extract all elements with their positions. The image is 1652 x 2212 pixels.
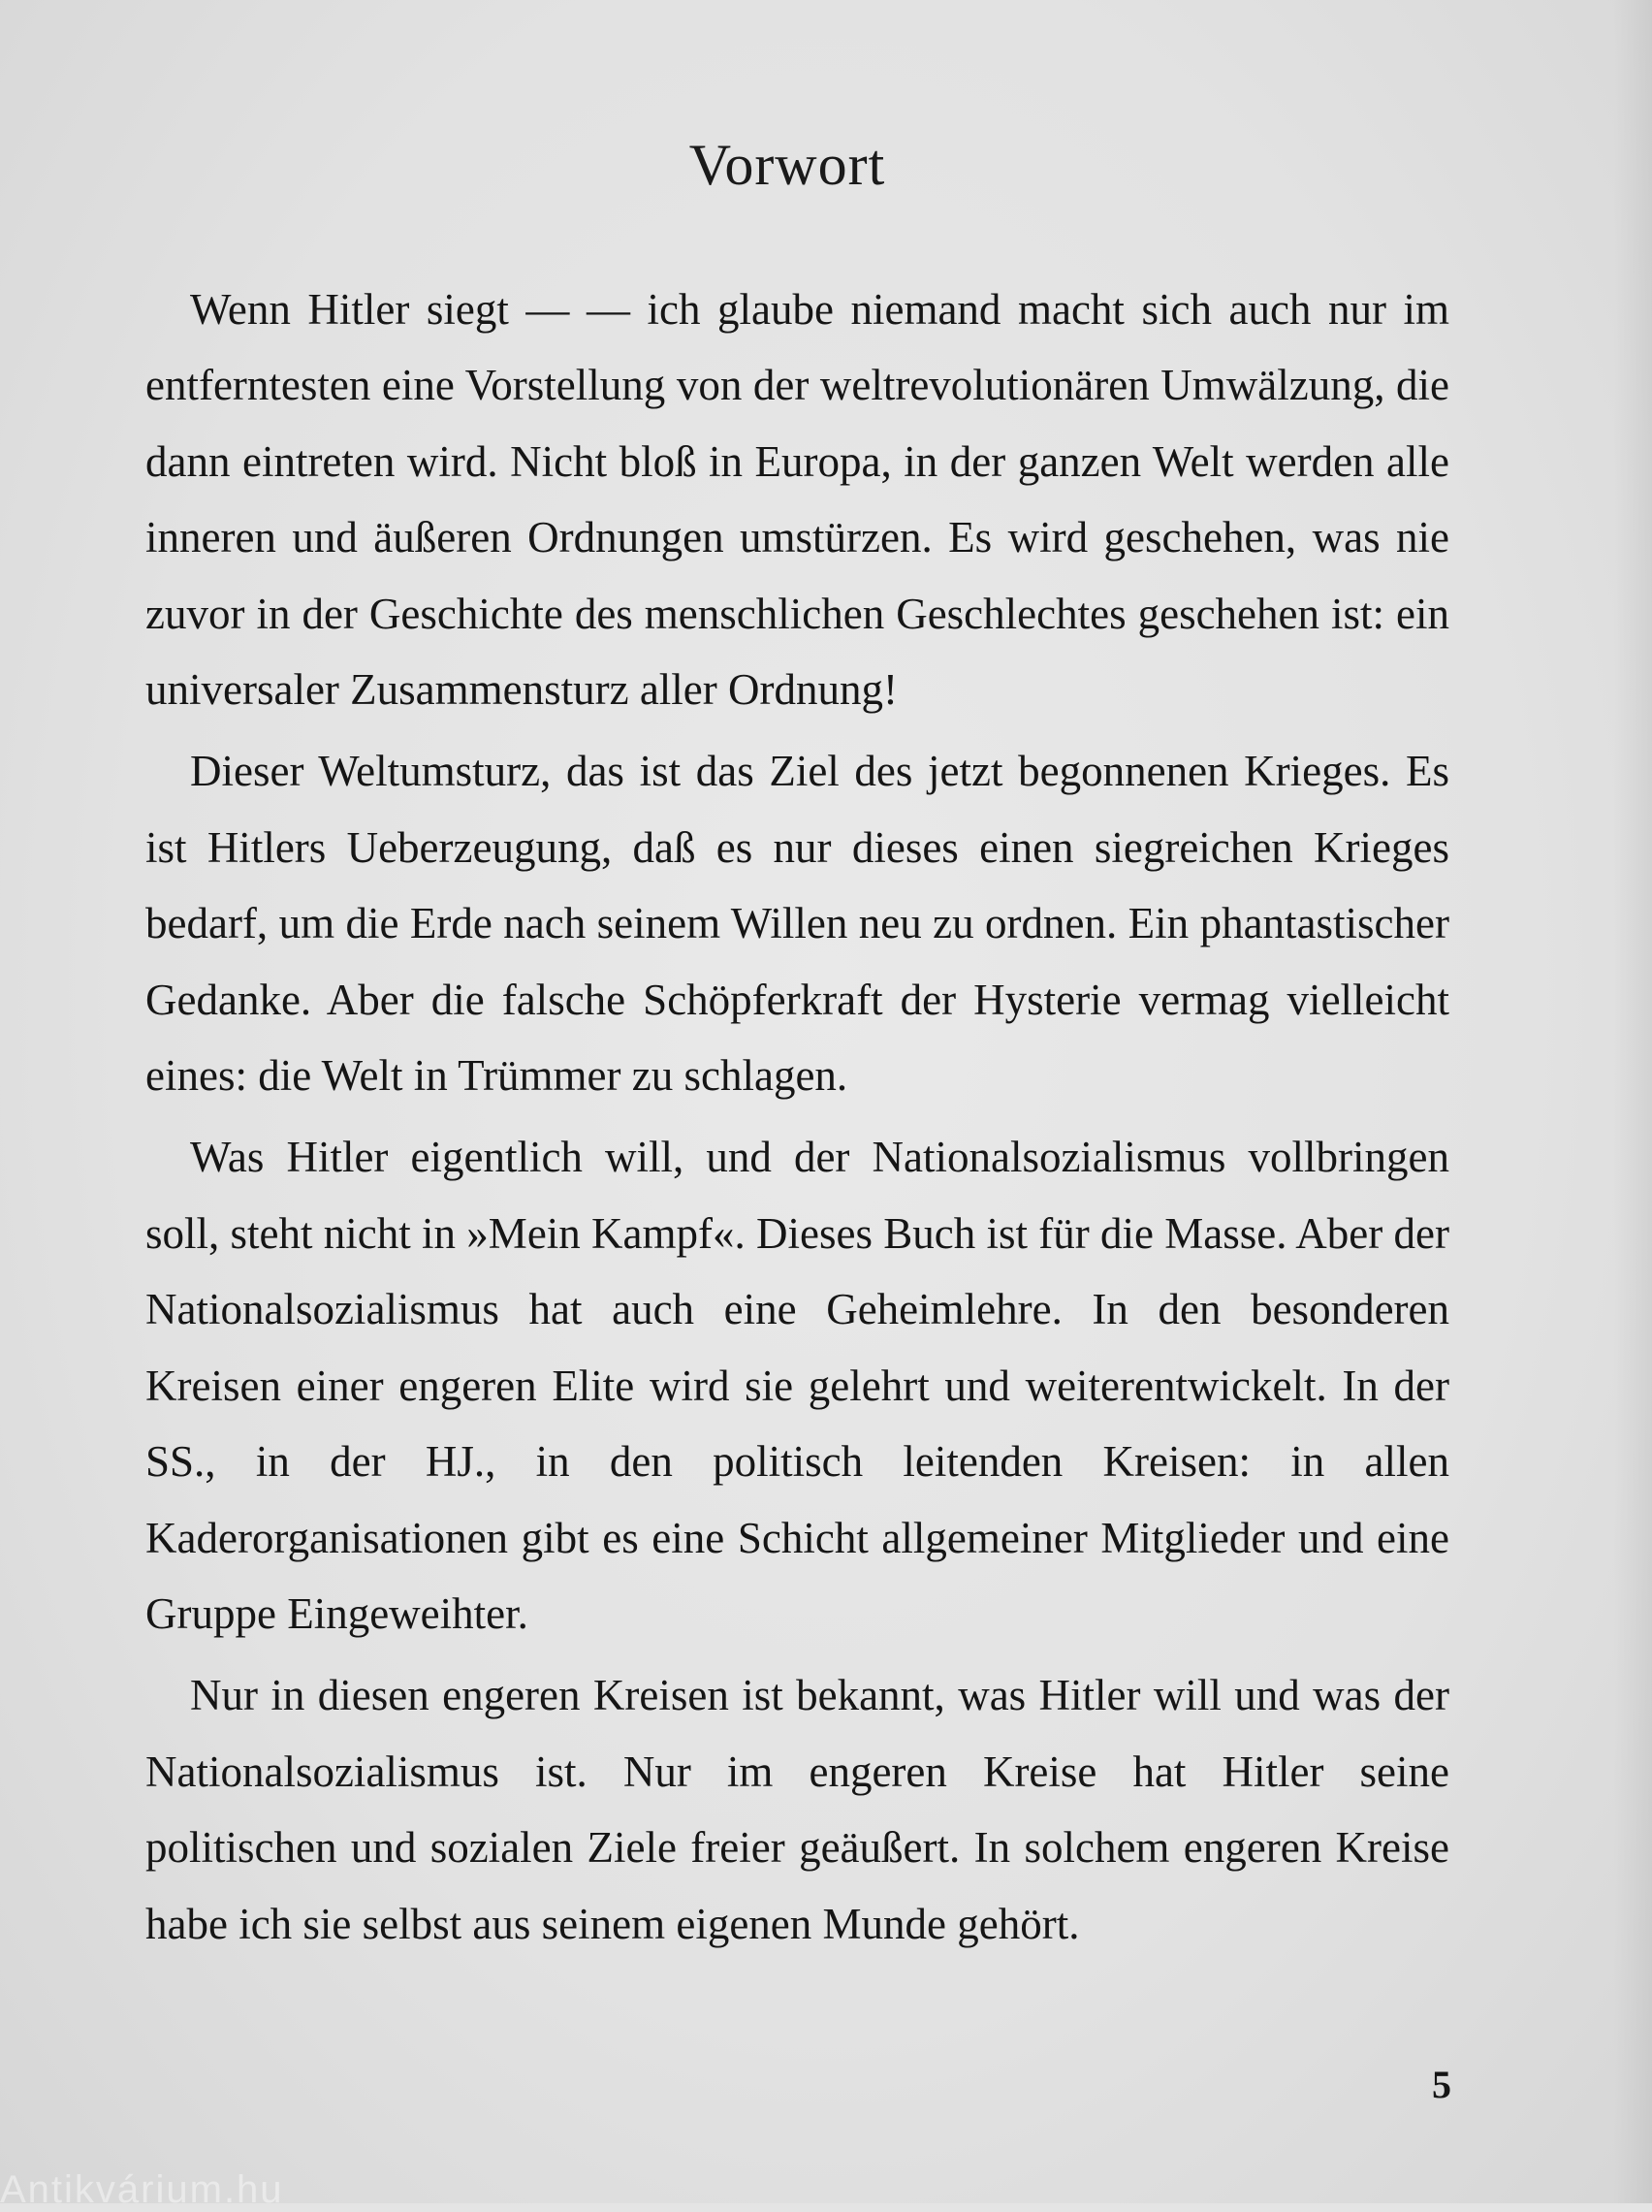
paragraph-1: Wenn Hitler siegt — — ich glaube niemand macht sich auch nur im entferntesten eine Vorstellung von der weltrevolutionären Umwälzung, die dann eintreten wird. Nicht bloß in Europa, in der ganzen Welt werden alle inneren und äußeren Ordnungen umstürzen. Es wird geschehen, was nie zuvor in der Geschichte des menschlichen Geschlechtes geschehen ist: ein universaler Zusammensturz aller Ordnung!	[145, 285, 1449, 715]
page-number: 5	[1432, 2063, 1451, 2106]
page-edge-shadow	[1613, 0, 1652, 2203]
paragraph-4: Nur in diesen engeren Kreisen ist bekannt, was Hitler will und was der Nationalsozialismus ist. Nur im engeren Kreise hat Hitler seine politischen und sozialen Ziele freier geäußert. In solchem engeren Kreise habe ich sie selbst aus seinem eigenen Munde gehört.	[145, 1671, 1449, 1948]
paragraph-2: Dieser Weltumsturz, das ist das Ziel des jetzt begonnenen Krieges. Es ist Hitlers Ueberzeugung, daß es nur dieses einen siegreichen Krieges bedarf, um die Erde nach seinem Willen neu zu ordnen. Ein phantastischer Gedanke. Aber die falsche Schöpferkraft der Hysterie vermag vielleicht eines: die Welt in Trümmer zu schlagen.	[145, 747, 1449, 1101]
chapter-title: Vorwort	[688, 133, 886, 197]
body-text	[145, 272, 1449, 1968]
watermark: Antikvárium.hu	[0, 2168, 284, 2211]
paragraph-3: Was Hitler eigentlich will, und der Nationalsozialismus vollbringen soll, steht nicht in »Mein Kampf«. Dieses Buch ist für die Masse. Aber der Nationalsozialismus hat auch eine Geheimlehre. In den besonderen Kreisen einer engeren Elite wird sie gelehrt und weiterentwickelt. In der SS., in der HJ., in den politisch leitenden Kreisen: in allen Kaderorganisationen gibt es eine Schicht allgemeiner Mitglieder und eine Gruppe Eingeweihter.	[145, 1133, 1449, 1638]
